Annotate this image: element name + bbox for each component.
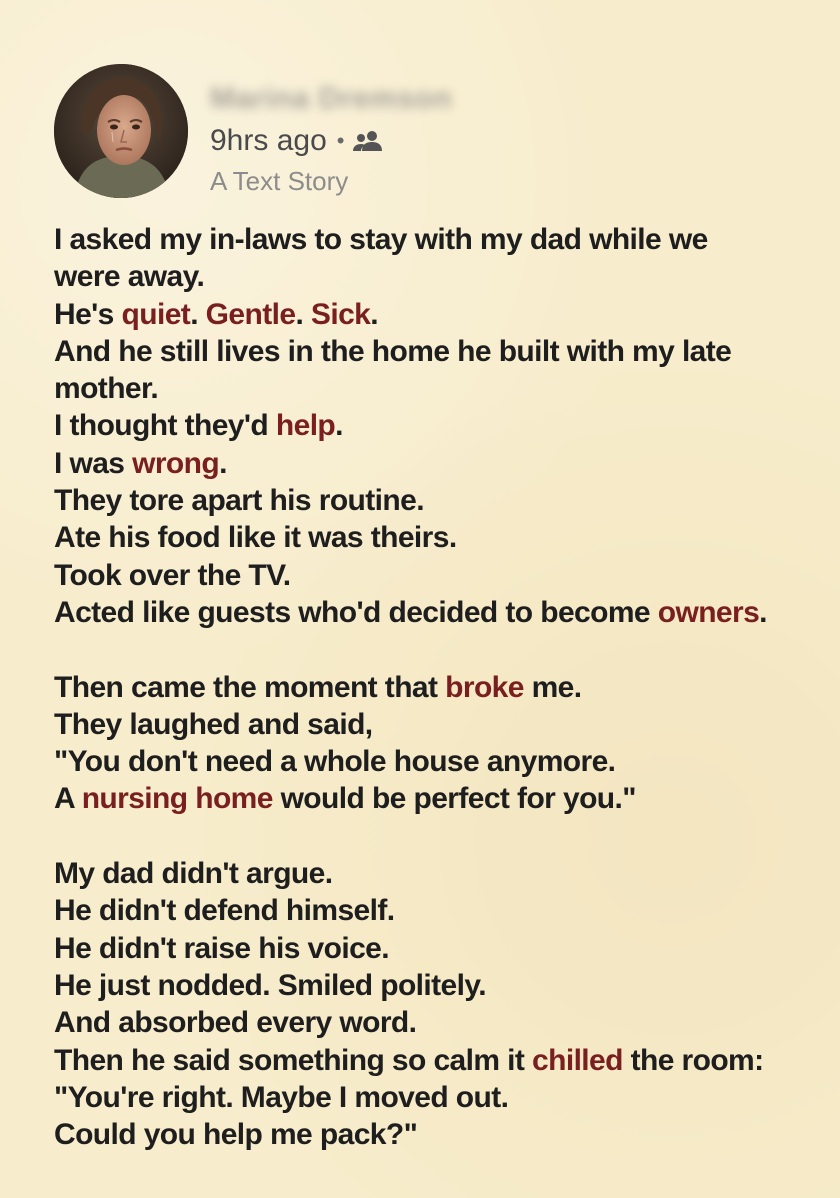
story-line: [54, 855, 814, 892]
story-line: [54, 333, 814, 370]
highlighted-word: chilled: [532, 1043, 623, 1077]
story-text-segment: Could you help me pack?": [54, 1118, 418, 1152]
story-paragraph: [54, 221, 814, 631]
post-meta: [210, 124, 384, 158]
story-text-segment: .: [759, 595, 767, 629]
story-text-segment: He didn't defend himself.: [54, 894, 395, 928]
story-line: [54, 594, 814, 631]
story-line: [54, 557, 814, 594]
meta-separator: •: [336, 128, 345, 153]
story-text-segment: Then came the moment that: [54, 670, 446, 704]
story-line: [54, 930, 814, 967]
story-text-segment: .: [370, 297, 378, 331]
story-text-segment: Then he said something so calm it: [54, 1043, 533, 1077]
story-text-segment: Ate his food like it was theirs.: [54, 521, 457, 555]
story-text-segment: And absorbed every word.: [54, 1006, 417, 1040]
story-text-segment: .: [190, 297, 206, 331]
story-text: [54, 221, 814, 1153]
story-line: [54, 1042, 814, 1079]
highlighted-word: wrong: [132, 446, 220, 480]
story-text-segment: .: [295, 297, 311, 331]
story-text-segment: They tore apart his routine.: [54, 484, 424, 518]
story-text-segment: mother.: [54, 372, 159, 406]
story-text-segment: I asked my in-laws to stay with my dad while we: [54, 223, 708, 256]
story-text-segment: I was: [54, 446, 133, 480]
story-text-segment: would be perfect for you.": [272, 782, 636, 816]
highlighted-word: Gentle: [205, 297, 296, 331]
story-line: [54, 669, 814, 706]
story-text-segment: And he still lives in the home he built with my late: [54, 334, 732, 368]
author-name[interactable]: Marina Dremson: [210, 82, 453, 115]
story-text-segment: Acted like guests who'd decided to become: [54, 595, 658, 629]
post-time[interactable]: 9hrs ago: [210, 124, 327, 157]
story-text-segment: They laughed and said,: [54, 707, 373, 741]
highlighted-word: help: [275, 409, 336, 443]
story-paragraph: [54, 669, 814, 818]
story-line: [54, 1116, 814, 1153]
story-text-segment: .: [335, 409, 343, 443]
avatar[interactable]: [54, 64, 188, 198]
story-line: [54, 407, 814, 444]
story-text-segment: .: [219, 446, 227, 480]
highlighted-word: nursing home: [81, 782, 273, 816]
story-line: [54, 258, 814, 295]
story-line: [54, 221, 814, 258]
highlighted-word: owners: [657, 595, 760, 629]
story-type-label: A Text Story: [210, 166, 349, 196]
story-line: [54, 1079, 814, 1116]
story-line: [54, 519, 814, 556]
story-text-segment: the room:: [622, 1043, 764, 1077]
story-line: [54, 892, 814, 929]
story-line: [54, 743, 814, 780]
story-text-segment: me.: [523, 670, 582, 704]
avatar-photo: [54, 64, 188, 198]
story-text-segment: A: [54, 782, 82, 816]
story-line: [54, 482, 814, 519]
post-header: [54, 64, 794, 204]
story-text-segment: "You don't need a whole house anymore.: [54, 745, 616, 779]
story-text-segment: He's: [54, 297, 122, 331]
story-text-segment: My dad didn't argue.: [54, 857, 333, 891]
story-text-segment: "You're right. Maybe I moved out.: [54, 1080, 509, 1114]
story-text-segment: He didn't raise his voice.: [54, 931, 389, 965]
story-line: [54, 370, 814, 407]
story-text-segment: He just nodded. Smiled politely.: [54, 968, 486, 1002]
story-line: [54, 780, 814, 817]
highlighted-word: quiet: [121, 297, 191, 331]
story-line: [54, 1004, 814, 1041]
story-text-segment: were away.: [54, 260, 205, 294]
story-text-segment: I thought they'd: [54, 409, 276, 443]
story-paragraph: [54, 855, 814, 1153]
story-line: [54, 967, 814, 1004]
story-line: [54, 706, 814, 743]
highlighted-word: Sick: [310, 297, 371, 331]
story-line: [54, 296, 814, 333]
story-line: [54, 445, 814, 482]
friends-icon[interactable]: [352, 129, 384, 153]
highlighted-word: broke: [445, 670, 524, 704]
story-text-segment: Took over the TV.: [54, 558, 291, 592]
